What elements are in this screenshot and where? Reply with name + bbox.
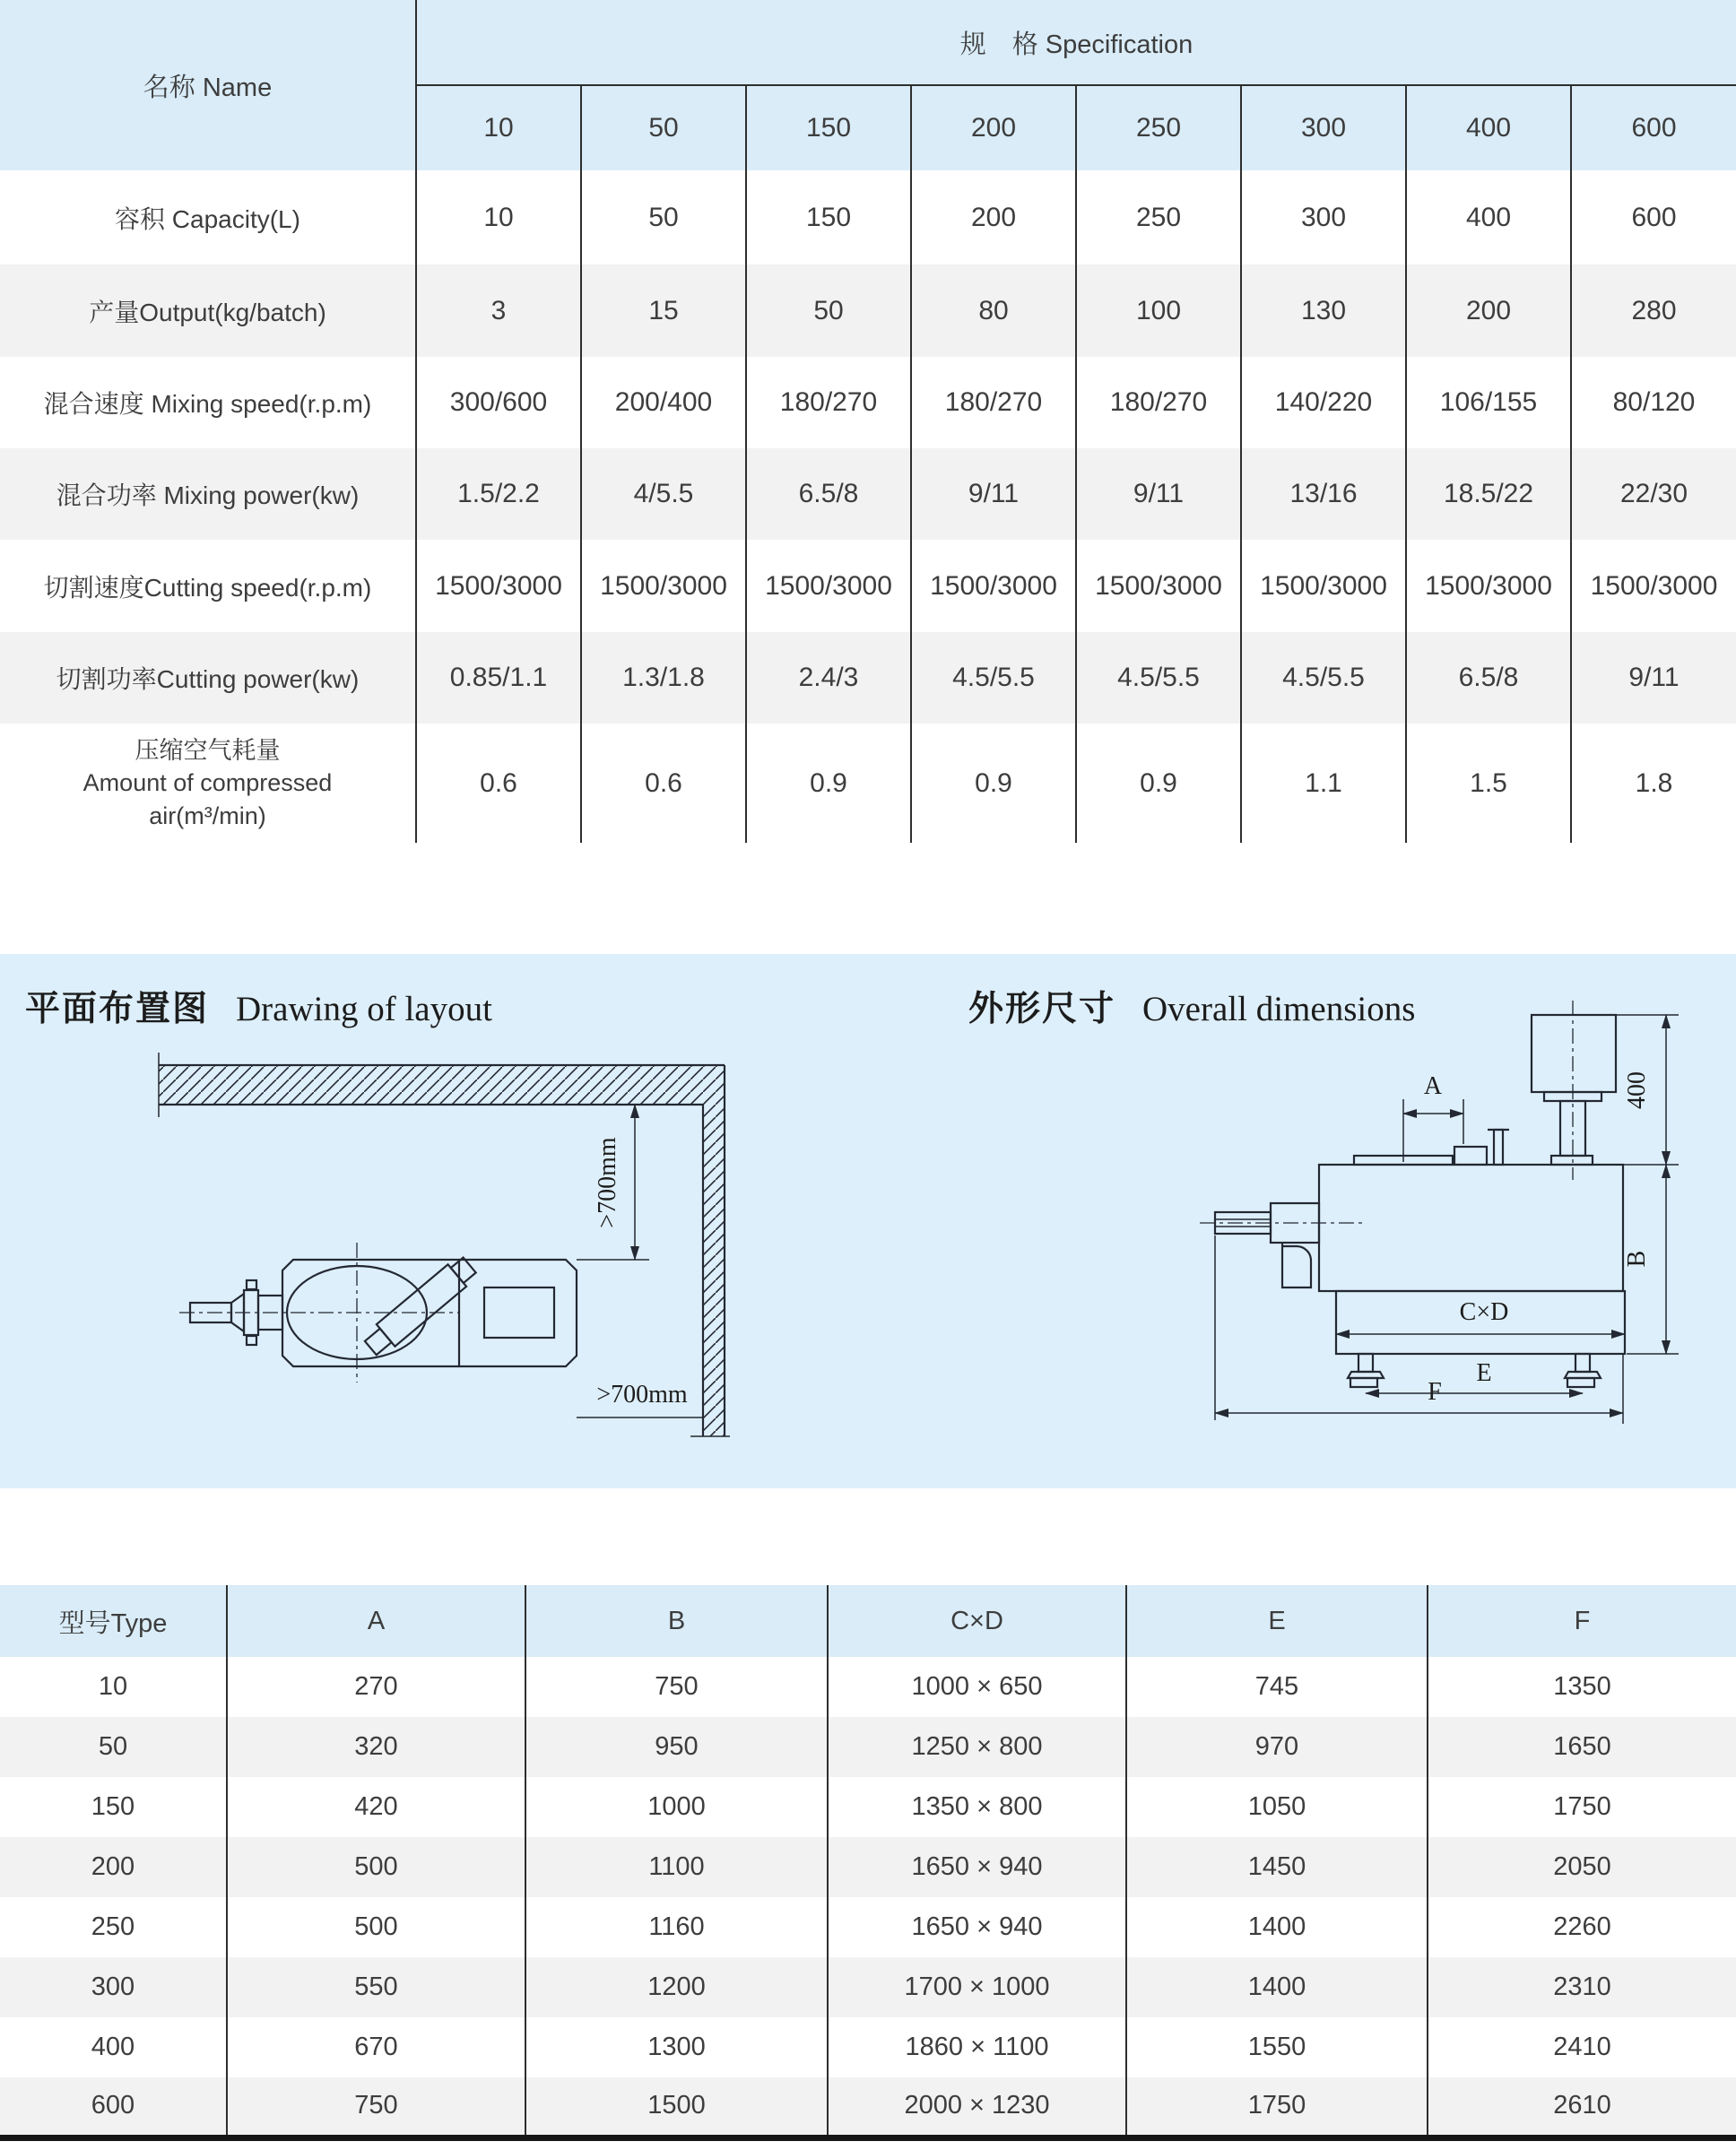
machine-body-sideview: [1319, 1165, 1623, 1291]
type-cell: 500: [227, 1837, 525, 1897]
type-cell: 950: [525, 1717, 828, 1777]
type-col-header: A: [227, 1585, 525, 1657]
motor-assembly: [1532, 1001, 1616, 1180]
spec-cell: 13/16: [1241, 448, 1406, 540]
dim-f-label: F: [1428, 1378, 1442, 1406]
spec-cell: 1500/3000: [1571, 540, 1736, 632]
spec-cell: 1500/3000: [416, 540, 581, 632]
spec-col-header: 300: [1241, 85, 1406, 170]
spec-row-label: 切割速度Cutting speed(r.p.m): [43, 573, 372, 602]
spec-cell: 18.5/22: [1406, 448, 1571, 540]
type-row: [0, 1837, 1736, 1897]
spec-row-label: 切割功率Cutting power(kw): [56, 665, 360, 693]
spec-cell: 130: [1241, 264, 1406, 357]
overall-title-en: Overall dimensions: [1142, 990, 1416, 1028]
dim-400-label: 400: [1623, 1071, 1651, 1109]
wall-hatch: [159, 1053, 730, 1436]
spec-cell: 140/220: [1241, 357, 1406, 448]
clearance-dim-vertical-label: >700mm: [594, 1137, 621, 1228]
spec-row-output: [0, 264, 1736, 357]
type-cell: 1500: [525, 2077, 828, 2137]
spec-cell: 1500/3000: [1406, 540, 1571, 632]
air-label-zh: 压缩空气耗量: [135, 736, 281, 764]
spec-row-label: 容积 Capacity(L): [115, 204, 300, 233]
spec-row-cutting-speed: [0, 540, 1736, 632]
type-cell: 1400: [1126, 1897, 1428, 1957]
spec-col-header: 250: [1076, 85, 1241, 170]
spec-row-label: [0, 724, 416, 843]
spec-cell: 150: [746, 170, 911, 264]
type-cell: 1700 × 1000: [828, 1957, 1126, 2017]
spec-cell: 1.8: [1571, 724, 1736, 843]
type-dimension-table: [0, 1585, 1736, 2141]
type-col-header: C×D: [828, 1585, 1126, 1657]
type-row: [0, 1657, 1736, 1717]
type-col-header: F: [1428, 1585, 1736, 1657]
spec-cell: 1.1: [1241, 724, 1406, 843]
control-box-topview: [484, 1287, 554, 1338]
type-cell: 200: [91, 1852, 135, 1881]
type-row: [0, 1777, 1736, 1837]
spec-col-header: 10: [416, 85, 581, 170]
type-cell: 1160: [525, 1897, 828, 1957]
motor-box: [1532, 1015, 1616, 1092]
type-cell: 1000 × 650: [828, 1657, 1126, 1717]
spec-col-header: 200: [911, 85, 1076, 170]
clearance-dim-vertical: [577, 1105, 649, 1260]
spec-col-header: 600: [1571, 85, 1736, 170]
base-block: [1336, 1291, 1625, 1354]
spec-cell: 4.5/5.5: [1076, 632, 1241, 724]
spec-cell: 50: [746, 264, 911, 357]
type-col-header: E: [1126, 1585, 1428, 1657]
layout-title-en: Drawing of layout: [236, 990, 492, 1028]
spec-cell: 3: [416, 264, 581, 357]
air-label-en1: Amount of compressed: [82, 769, 333, 797]
specification-table: [0, 0, 1736, 843]
spec-row-capacity: [0, 170, 1736, 264]
spec-cell: 1.3/1.8: [581, 632, 746, 724]
type-cell: 1000: [525, 1777, 828, 1837]
spec-cell: 9/11: [1076, 448, 1241, 540]
type-cell: 1250 × 800: [828, 1717, 1126, 1777]
spec-cell: 600: [1571, 170, 1736, 264]
type-cell: 1350: [1428, 1657, 1736, 1717]
type-row: [0, 1957, 1736, 2017]
spec-cell: 1500/3000: [911, 540, 1076, 632]
spec-cell: 4.5/5.5: [911, 632, 1076, 724]
spec-cell: 1.5: [1406, 724, 1571, 843]
dim-e-label: E: [1476, 1359, 1492, 1387]
dim-b: [1623, 1165, 1679, 1354]
type-cell: 150: [91, 1792, 135, 1821]
spec-cell: 1500/3000: [746, 540, 911, 632]
type-cell: 1750: [1428, 1777, 1736, 1837]
spec-cell: 9/11: [911, 448, 1076, 540]
type-cell: 10: [98, 1672, 128, 1701]
spec-header: 规 格 Specification: [416, 0, 1736, 85]
clearance-dim-bottom-label: >700mm: [596, 1381, 688, 1409]
spec-cell: 0.85/1.1: [416, 632, 581, 724]
spec-cell: 0.9: [746, 724, 911, 843]
type-cell: 1650 × 940: [828, 1897, 1126, 1957]
spec-cell: 200: [1406, 264, 1571, 357]
spec-cell: 2.4/3: [746, 632, 911, 724]
machine-body-topview: [179, 1243, 577, 1383]
type-col-header: B: [525, 1585, 828, 1657]
spec-row-label: 混合速度 Mixing speed(r.p.m): [43, 390, 372, 418]
spec-cell: 300: [1241, 170, 1406, 264]
spec-cell: 180/270: [1076, 357, 1241, 448]
type-cell: 970: [1126, 1717, 1428, 1777]
type-cell: 1650 × 940: [828, 1837, 1126, 1897]
type-row: [0, 1717, 1736, 1777]
type-row: [0, 1897, 1736, 1957]
overall-drawing: [1200, 1001, 1679, 1424]
type-cell: 320: [227, 1717, 525, 1777]
spec-col-header: 150: [746, 85, 911, 170]
type-cell: 550: [227, 1957, 525, 2017]
spec-cell: 1.5/2.2: [416, 448, 581, 540]
chopper-assembly: [361, 1254, 479, 1359]
type-cell: 400: [91, 2033, 135, 2061]
spec-cell: 80: [911, 264, 1076, 357]
spec-col-header: 50: [581, 85, 746, 170]
spec-cell: 6.5/8: [746, 448, 911, 540]
dim-f: [1215, 1235, 1623, 1424]
spec-cell: 180/270: [746, 357, 911, 448]
dim-b-label: B: [1623, 1250, 1651, 1268]
type-cell: 420: [227, 1777, 525, 1837]
overall-title-zh: 外形尺寸: [968, 990, 1116, 1028]
type-cell: 2000 × 1230: [828, 2077, 1126, 2137]
spec-cell: 100: [1076, 264, 1241, 357]
spec-cell: 80/120: [1571, 357, 1736, 448]
type-cell: 1550: [1126, 2017, 1428, 2077]
dim-cxd-label: C×D: [1459, 1298, 1509, 1326]
spec-cell: 200/400: [581, 357, 746, 448]
spec-cell: 400: [1406, 170, 1571, 264]
spec-col-header: 400: [1406, 85, 1571, 170]
name-header: 名称 Name: [0, 0, 416, 170]
spec-cell: 4/5.5: [581, 448, 746, 540]
type-cell: 500: [227, 1897, 525, 1957]
spec-row-label: 混合功率 Mixing power(kw): [56, 481, 360, 509]
foot-left: [1348, 1354, 1384, 1387]
type-cell: 1650: [1428, 1717, 1736, 1777]
type-cell: 50: [98, 1732, 128, 1761]
layout-title-zh: 平面布置图: [25, 990, 210, 1028]
spec-cell: 4.5/5.5: [1241, 632, 1406, 724]
spec-cell: 106/155: [1406, 357, 1571, 448]
spec-cell: 250: [1076, 170, 1241, 264]
spec-cell: 0.6: [416, 724, 581, 843]
air-label-en2: air(m³/min): [149, 802, 266, 829]
type-cell: 1750: [1126, 2077, 1428, 2137]
type-cell: 2260: [1428, 1897, 1736, 1957]
lid-details: [1354, 1130, 1509, 1165]
type-cell: 600: [91, 2091, 135, 2120]
dim-400: [1616, 1015, 1679, 1165]
type-cell: 2610: [1428, 2077, 1736, 2137]
type-cell: 750: [525, 1657, 828, 1717]
spec-cell: 280: [1571, 264, 1736, 357]
drawings-panel: [0, 954, 1736, 1488]
spec-cell: 50: [581, 170, 746, 264]
type-cell: 300: [91, 1972, 135, 2001]
spec-cell: 180/270: [911, 357, 1076, 448]
technical-drawings-svg: [0, 954, 1736, 1488]
type-cell: 1050: [1126, 1777, 1428, 1837]
spec-row-mixing-power: [0, 448, 1736, 540]
type-row: [0, 2077, 1736, 2137]
layout-drawing: [159, 1053, 730, 1436]
spec-cell: 0.9: [1076, 724, 1241, 843]
spec-cell: 1500/3000: [1076, 540, 1241, 632]
type-row: [0, 2017, 1736, 2077]
type-table-header-row: [0, 1585, 1736, 1657]
type-cell: 1400: [1126, 1957, 1428, 2017]
spec-cell: 10: [416, 170, 581, 264]
type-cell: 1300: [525, 2017, 828, 2077]
type-cell: 745: [1126, 1657, 1428, 1717]
spec-cell: 200: [911, 170, 1076, 264]
type-cell: 1350 × 800: [828, 1777, 1126, 1837]
type-cell: 250: [91, 1912, 135, 1941]
spec-row-mixing-speed: [0, 357, 1736, 448]
spec-row-cutting-power: [0, 632, 1736, 724]
spec-row-label: 产量Output(kg/batch): [89, 298, 326, 326]
type-col-header: 型号Type: [0, 1585, 227, 1657]
spec-cell: 1500/3000: [581, 540, 746, 632]
dim-e: [1366, 1359, 1583, 1393]
spec-cell: 9/11: [1571, 632, 1736, 724]
spec-cell: 1500/3000: [1241, 540, 1406, 632]
type-cell: 2050: [1428, 1837, 1736, 1897]
clearance-dim-bottom: [577, 1381, 703, 1417]
shaft-assembly-sideview: [1200, 1203, 1363, 1287]
type-cell: 1450: [1126, 1837, 1428, 1897]
type-cell: 2410: [1428, 2017, 1736, 2077]
spec-cell: 0.6: [581, 724, 746, 843]
spec-cell: 15: [581, 264, 746, 357]
type-cell: 1860 × 1100: [828, 2017, 1126, 2077]
foot-right: [1565, 1354, 1601, 1387]
spec-cell: 300/600: [416, 357, 581, 448]
spec-cell: 0.9: [911, 724, 1076, 843]
type-cell: 270: [227, 1657, 525, 1717]
type-cell: 670: [227, 2017, 525, 2077]
type-cell: 1100: [525, 1837, 828, 1897]
type-cell: 2310: [1428, 1957, 1736, 2017]
type-cell: 1200: [525, 1957, 828, 2017]
type-cell: 750: [227, 2077, 525, 2137]
spec-row-compressed-air: [0, 724, 1736, 843]
dim-a-label: A: [1423, 1072, 1443, 1100]
spec-cell: 22/30: [1571, 448, 1736, 540]
spec-cell: 6.5/8: [1406, 632, 1571, 724]
